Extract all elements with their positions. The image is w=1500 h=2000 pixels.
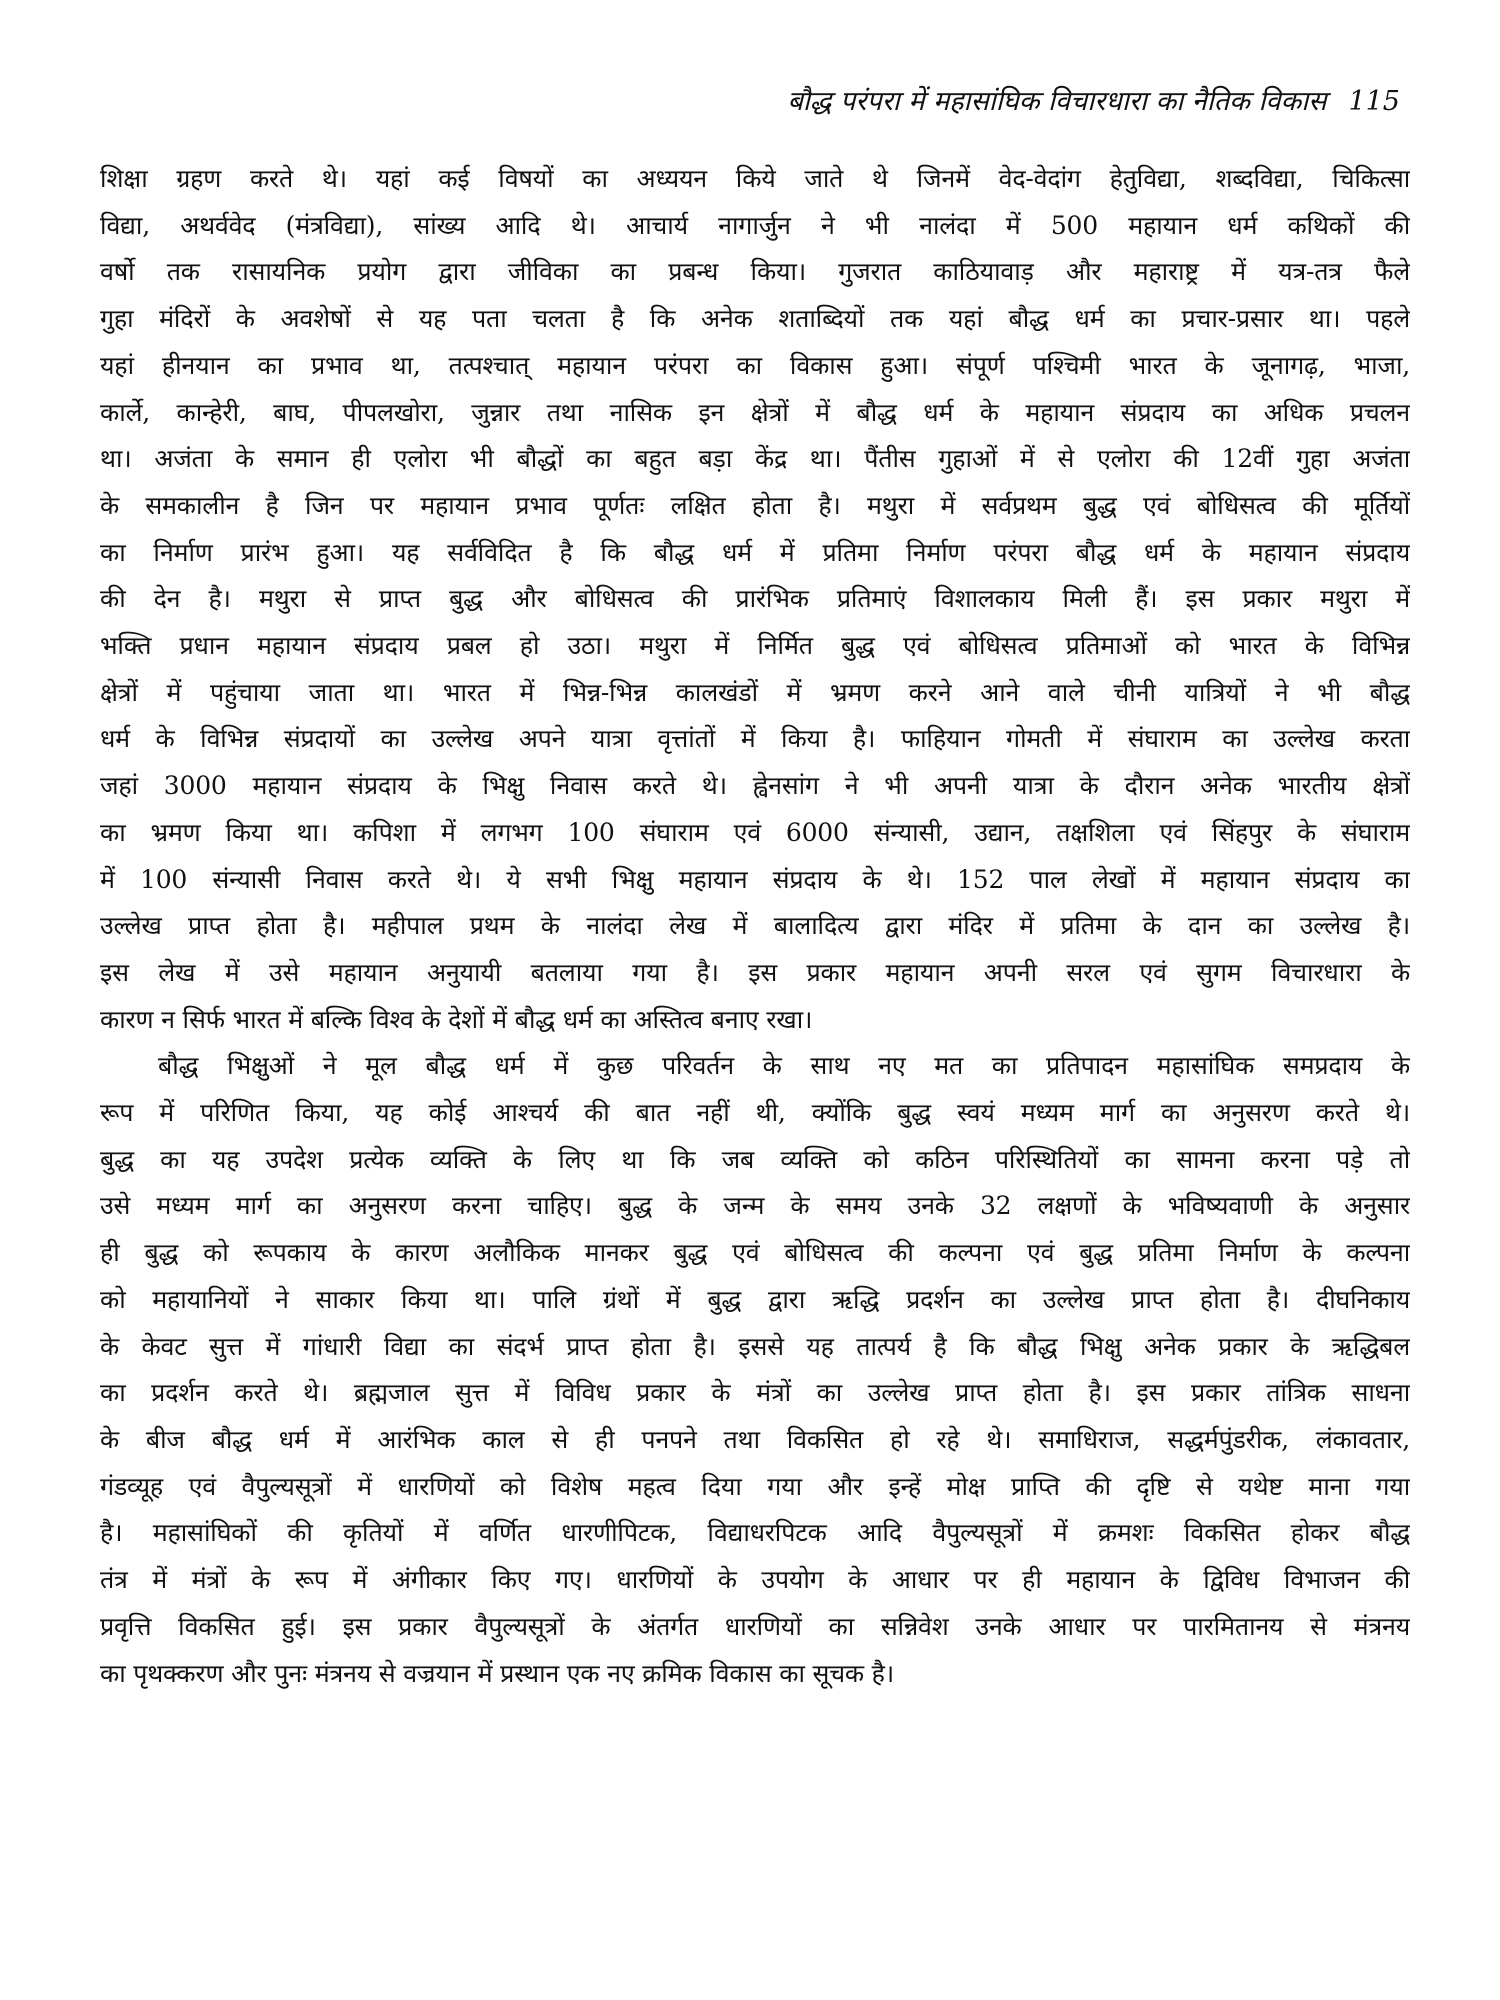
text-line: प्रवृत्ति विकसित हुई। इस प्रकार वैपुल्यसूत्रों के अंतर्गत धारणियों का सन्निवेश उनके आधार पर पारमितानय से मंत्रनय [100, 1611, 1410, 1641]
paragraph-2 [100, 1043, 1410, 1697]
text-line: जहां 3000 महायान संप्रदाय के भिक्षु निवास करते थे। ह्वेनसांग ने भी अपनी यात्रा के दौरान अनेक भारतीय क्षेत्रों [100, 771, 1410, 801]
text-line: वर्षो तक रासायनिक प्रयोग द्वारा जीविका का प्रबन्ध किया। गुजरात काठियावाड़ और महाराष्ट्र में यत्र-तत्र फैले [100, 257, 1410, 287]
text-line: उल्लेख प्राप्त होता है। महीपाल प्रथम के नालंदा लेख में बालादित्य द्वारा मंदिर में प्रतिमा के दान का उल्लेख है। [100, 911, 1410, 941]
text-line: इस लेख में उसे महायान अनुयायी बतलाया गया है। इस प्रकार महायान अपनी सरल एवं सुगम विचारधारा के [100, 957, 1410, 987]
text-line: भक्ति प्रधान महायान संप्रदाय प्रबल हो उठा। मथुरा में निर्मित बुद्ध एवं बोधिसत्व प्रतिमाओं को भारत के विभिन्न [100, 631, 1410, 661]
text-line: ही बुद्ध को रूपकाय के कारण अलौकिक मानकर बुद्ध एवं बोधिसत्व की कल्पना एवं बुद्ध प्रतिमा निर्माण के कल्पना [100, 1238, 1410, 1268]
text-line: गुहा मंदिरों के अवशेषों से यह पता चलता है कि अनेक शताब्दियों तक यहां बौद्ध धर्म का प्रचार-प्रसार था। पहले [100, 304, 1410, 334]
text-line: कारण न सिर्फ भारत में बल्कि विश्व के देशों में बौद्ध धर्म का अस्तित्व बनाए रखा। [100, 1004, 813, 1034]
text-line: शिक्षा ग्रहण करते थे। यहां कई विषयों का अध्ययन किये जाते थे जिनमें वेद-वेदांग हेतुविद्या, शब्दविद्या, चिकित्सा [100, 164, 1410, 193]
text-line: का पृथक्करण और पुनः मंत्रनय से वज्रयान में प्रस्थान एक नए क्रमिक विकास का सूचक है। [100, 1658, 894, 1688]
text-line: कार्ले, कान्हेरी, बाघ, पीपलखोरा, जुन्नार तथा नासिक इन क्षेत्रों में बौद्ध धर्म के महायान संप्रदाय का अधिक प्रचलन [100, 397, 1410, 427]
text-line: है। महासांघिकों की कृतियों में वर्णित धारणीपिटक, विद्याधरपिटक आदि वैपुल्यसूत्रों में क्रमशः विकसित होकर बौद्ध [100, 1518, 1410, 1548]
page-number: 115 [1348, 86, 1400, 117]
text-line: का निर्माण प्रारंभ हुआ। यह सर्वविदित है कि बौद्ध धर्म में प्रतिमा निर्माण परंपरा बौद्ध धर्म के महायान संप्रदाय [100, 537, 1410, 567]
text-line: बुद्ध का यह उपदेश प्रत्येक व्यक्ति के लिए था कि जब व्यक्ति को कठिन परिस्थितियों का सामना करना पड़े तो [100, 1144, 1410, 1174]
text-line: यहां हीनयान का प्रभाव था, तत्पश्चात् महायान परंपरा का विकास हुआ। संपूर्ण पश्चिमी भारत के जूनागढ़, भाजा, [100, 350, 1410, 380]
paragraph-1 [100, 156, 1410, 1043]
text-line: था। अजंता के समान ही एलोरा भी बौद्धों का बहुत बड़ा केंद्र था। पैंतीस गुहाओं में से एलोरा की 12वीं गुहा अजंता [100, 444, 1410, 474]
text-line: का भ्रमण किया था। कपिशा में लगभग 100 संघाराम एवं 6000 संन्यासी, उद्यान, तक्षशिला एवं सिंहपुर के संघाराम [100, 817, 1410, 847]
text-line: का प्रदर्शन करते थे। ब्रह्मजाल सुत्त में विविध प्रकार के मंत्रों का उल्लेख प्राप्त होता है। इस प्रकार तांत्रिक साधना [100, 1378, 1410, 1408]
text-line: की देन है। मथुरा से प्राप्त बुद्ध और बोधिसत्व की प्रारंभिक प्रतिमाएं विशालकाय मिली हैं। इस प्रकार मथुरा में [100, 584, 1410, 614]
running-title: बौद्ध परंपरा में महासांघिक विचारधारा का नैतिक विकास [787, 86, 1327, 117]
text-line: धर्म के विभिन्न संप्रदायों का उल्लेख अपने यात्रा वृत्तांतों में किया है। फाहियान गोमती में संघाराम का उल्लेख करता [100, 724, 1410, 754]
text-line: बौद्ध भिक्षुओं ने मूल बौद्ध धर्म में कुछ परिवर्तन के साथ नए मत का प्रतिपादन महासांघिक समप्रदाय के [158, 1051, 1410, 1081]
text-line: तंत्र में मंत्रों के रूप में अंगीकार किए गए। धारणियों के उपयोग के आधार पर ही महायान के द्विविध विभाजन की [100, 1565, 1410, 1595]
text-line: में 100 संन्यासी निवास करते थे। ये सभी भिक्षु महायान संप्रदाय के थे। 152 पाल लेखों में महायान संप्रदाय का [100, 864, 1410, 894]
running-header [100, 78, 1400, 126]
text-line: विद्या, अथर्ववेद (मंत्रविद्या), सांख्य आदि थे। आचार्य नागार्जुन ने भी नालंदा में 500 महायान धर्म कथिकों की [100, 210, 1410, 240]
text-line: रूप में परिणित किया, यह कोई आश्चर्य की बात नहीं थी, क्योंकि बुद्ध स्वयं मध्यम मार्ग का अनुसरण करते थे। [100, 1098, 1410, 1128]
text-line: के केवट सुत्त में गांधारी विद्या का संदर्भ प्राप्त होता है। इससे यह तात्पर्य है कि बौद्ध भिक्षु अनेक प्रकार के ऋद्धिबल [100, 1331, 1410, 1361]
body-text [100, 156, 1410, 1697]
text-line: को महायानियों ने साकार किया था। पालि ग्रंथों में बुद्ध द्वारा ऋद्धि प्रदर्शन का उल्लेख प्राप्त होता है। दीघनिकाय [100, 1284, 1410, 1314]
text-line: उसे मध्यम मार्ग का अनुसरण करना चाहिए। बुद्ध के जन्म के समय उनके 32 लक्षणों के भविष्यवाणी के अनुसार [100, 1191, 1410, 1221]
text-line: के समकालीन है जिन पर महायान प्रभाव पूर्णतः लक्षित होता है। मथुरा में सर्वप्रथम बुद्ध एवं बोधिसत्व की मूर्तियों [100, 490, 1410, 520]
text-line: गंडव्यूह एवं वैपुल्यसूत्रों में धारणियों को विशेष महत्व दिया गया और इन्हें मोक्ष प्राप्ति की दृष्टि से यथेष्ट माना गया [100, 1471, 1410, 1501]
text-line: क्षेत्रों में पहुंचाया जाता था। भारत में भिन्न-भिन्न कालखंडों में भ्रमण करने आने वाले चीनी यात्रियों ने भी बौद्ध [100, 677, 1410, 707]
text-line: के बीज बौद्ध धर्म में आरंभिक काल से ही पनपने तथा विकसित हो रहे थे। समाधिराज, सद्धर्मपुंडरीक, लंकावतार, [100, 1424, 1410, 1454]
